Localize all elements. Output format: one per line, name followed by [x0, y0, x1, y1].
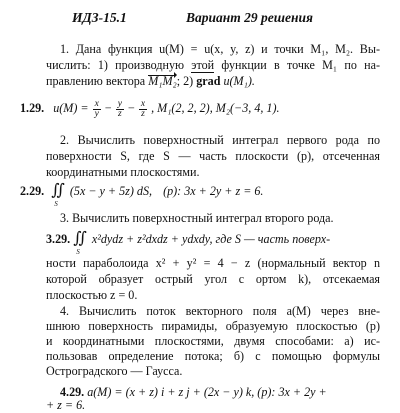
document-title: ИДЗ-15.1	[72, 10, 127, 25]
integral-subscript: S	[76, 248, 80, 256]
task-4-line-1: 4. Вычислить поток векторного поля a(M) через вне-	[60, 304, 380, 318]
fraction-3	[139, 100, 147, 119]
problem-3-29-line-4: плоскостью z = 0.	[46, 288, 138, 302]
problem-number: 1.29.	[20, 101, 45, 115]
task-1-text: правлению вектора	[46, 74, 146, 88]
problem-4-29	[60, 385, 327, 399]
task-2-line-1: 2. Вычислить поверхностный интеграл первого рода по	[60, 133, 380, 147]
variant-title: Вариант 29 решения	[186, 10, 313, 25]
task-1-text: ; 2)	[176, 74, 194, 88]
integrand: (5x − y + 5z) dS,	[69, 184, 153, 198]
problem-number: 3.29.	[46, 232, 71, 246]
formula-lhs: u(M) =	[53, 101, 89, 115]
problem-4-29-line-2: + z = 6.	[46, 398, 86, 412]
problem-1-29	[20, 97, 280, 119]
task-3-line-1: 3. Вычислить поверхностный интеграл второго рода.	[60, 211, 334, 225]
fraction-denominator: z	[141, 108, 145, 119]
task-4-line-3: и координатными плоскостями, двумя способами: а) ис-	[46, 334, 380, 348]
problem-3-29-line-2: ности параболоида x² + y² = 4 − z (нормальный вектор n	[46, 256, 380, 270]
fraction-numerator: x	[94, 98, 99, 109]
task-1-text: u(M₁).	[223, 74, 255, 88]
integrand: x²dydz + z²dxdz + ydxdy, где S — часть поверх-	[91, 232, 331, 246]
task-2-line-3: координатными плоскостями.	[46, 165, 200, 179]
problem-number: 2.29.	[20, 184, 45, 198]
task-1-underlined-word: этой	[191, 58, 215, 72]
fraction-numerator: x	[140, 98, 146, 109]
fraction-denominator: z	[117, 108, 122, 119]
task-1-line-1: 1. Дана функция u(M) = u(x, y, z) и точки M₁, M₂. Вы-	[60, 42, 380, 56]
task-1-text: функции в точке M₁ по на-	[221, 58, 380, 72]
vector-field-definition: a(M) = (x + z) i + z j + (2x − y) k, (p): 3x + 2y +	[87, 385, 327, 399]
task-2-line-2: поверхности S, где S — часть плоскости (p), отсеченная	[46, 149, 380, 163]
problem-3-29	[46, 230, 331, 256]
task-4-line-4: пользовав определение потока; б) с помощью формулы	[46, 349, 380, 363]
plane-equation: (p): 3x + 2y + z = 6.	[163, 184, 264, 198]
fraction-2	[116, 100, 124, 119]
grad-operator: grad	[196, 74, 221, 88]
task-4-line-2: шнюю поверхность пирамиды, образуемую плоскостью (p)	[46, 319, 380, 333]
fraction-denominator: y	[94, 108, 99, 119]
task-1-text: числить: 1) производную	[46, 58, 185, 72]
task-1-line-3	[46, 74, 255, 89]
problem-2-29	[20, 182, 264, 208]
task-4-line-5: Остроградского — Гаусса.	[46, 364, 183, 378]
fraction-numerator: y	[117, 98, 122, 109]
operator: −	[127, 101, 135, 115]
operator: −	[104, 101, 112, 115]
problem-number: 4.29.	[60, 385, 85, 399]
integral-subscript: S	[54, 200, 58, 208]
double-integral-sign: ∬ S	[73, 230, 87, 256]
vector-m1m2: M₁M₂	[148, 74, 177, 88]
double-integral-sign: ∬ S	[51, 182, 65, 208]
fraction-1	[93, 100, 101, 119]
task-1-line-2	[46, 58, 380, 73]
problem-3-29-line-3: которой образует острый угол с ортом k), отсекаемая	[46, 272, 380, 286]
points-text: , M₁(2, 2, 2), M₂(−3, 4, 1).	[151, 101, 280, 115]
